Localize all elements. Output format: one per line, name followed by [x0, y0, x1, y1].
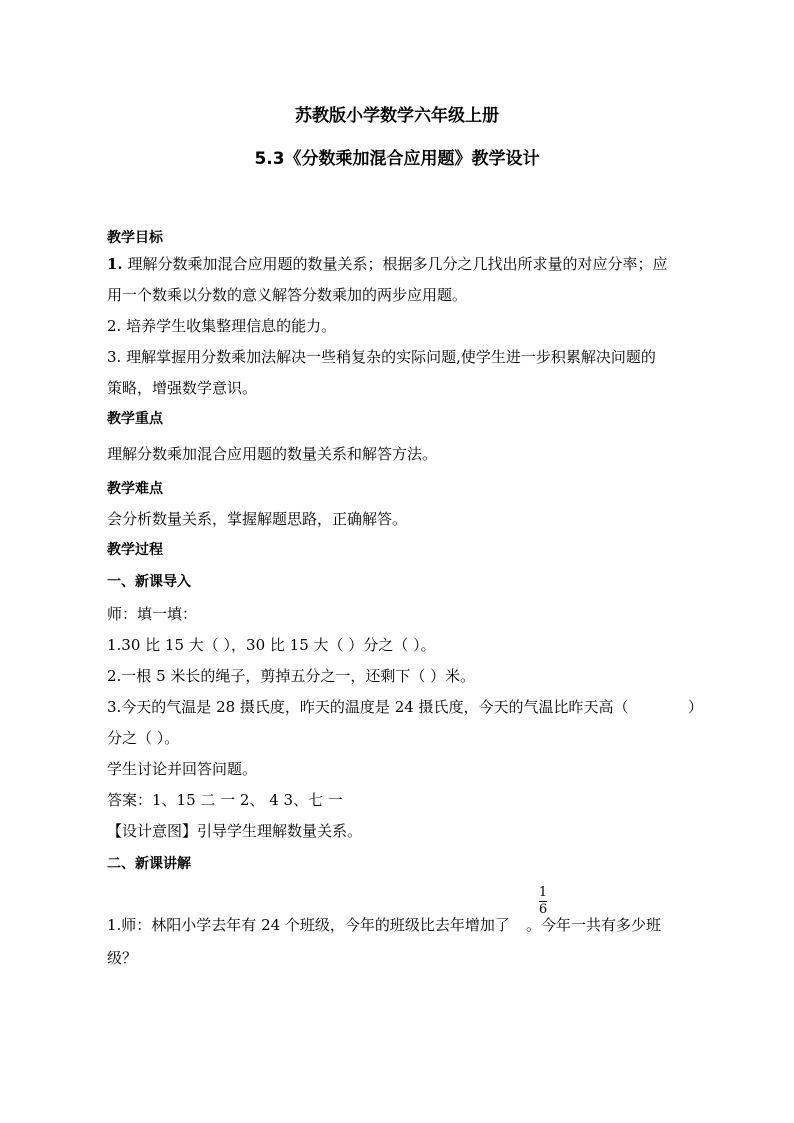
section-2-question-1-line-2: 级？	[107, 949, 138, 967]
key-points-heading: 教学重点	[107, 411, 163, 427]
fraction-denominator: 6	[538, 902, 548, 917]
section-1-discussion: 学生讨论并回答问题。	[107, 760, 258, 778]
section-1-question-3-line-2: 分之（ ）。	[107, 729, 180, 747]
objective-item-1-line-2: 用一个数乘以分数的意义解答分数乘加的两步应用题。	[107, 286, 468, 304]
objective-item-1-number: 1.	[107, 255, 123, 273]
section-1-answer: 答案：1、15 二 一 2、 4 3、七 一	[107, 791, 343, 809]
section-1-question-3-line-1	[107, 696, 703, 718]
objective-item-1-text: 理解分数乘加混合应用题的数量关系；根据多几分之几找出所求量的对应分率；应	[122, 255, 668, 273]
section-1-question-2: 2.一根 5 米长的绳子，剪掉五分之一，还剩下（ ）米。	[107, 667, 476, 685]
document-subtitle: 5.3《分数乘加混合应用题》教学设计	[254, 149, 540, 169]
section-2-question-1-line-1	[107, 914, 661, 936]
section-2-question-1-before: 1.师：林阳小学去年有 24 个班级，今年的班级比去年增加了	[107, 916, 510, 934]
section-1-question-1: 1.30 比 15 大（ ），30 比 15 大（ ）分之（ ）。	[107, 636, 436, 654]
difficulties-heading: 教学难点	[107, 481, 163, 497]
section-1-design-intent: 【设计意图】引导学生理解数量关系。	[107, 822, 363, 840]
objectives-heading: 教学目标	[107, 230, 163, 246]
section-1-question-3-text: 3.今天的气温是 28 摄氏度，昨天的温度是 24 摄氏度，今天的气温比昨天高（	[107, 698, 629, 716]
objective-item-3-line-2: 策略，增强数学意识。	[107, 379, 258, 397]
objective-item-3-line-1: 3. 理解掌握用分数乘加法解决一些稍复杂的实际问题,使学生进一步积累解决问题的	[107, 348, 656, 366]
fraction-numerator: 1	[538, 885, 548, 900]
key-points-text: 理解分数乘加混合应用题的数量关系和解答方法。	[107, 445, 438, 463]
section-1-question-3-bracket: ）	[687, 698, 703, 716]
section-2-heading: 二、新课讲解	[107, 856, 191, 872]
difficulties-text: 会分析数量关系，掌握解题思路，正确解答。	[107, 510, 408, 528]
process-heading: 教学过程	[107, 542, 163, 558]
document-title: 苏教版小学数学六年级上册	[295, 106, 499, 126]
fraction-one-sixth	[538, 886, 548, 917]
section-2-question-1-after: 。今年一共有多少班	[525, 916, 661, 934]
objective-item-1-line-1	[107, 253, 667, 275]
section-1-intro: 师：填一填：	[107, 605, 198, 623]
section-1-heading: 一、新课导入	[107, 574, 191, 590]
objective-item-2: 2. 培养学生收集整理信息的能力。	[107, 317, 337, 335]
